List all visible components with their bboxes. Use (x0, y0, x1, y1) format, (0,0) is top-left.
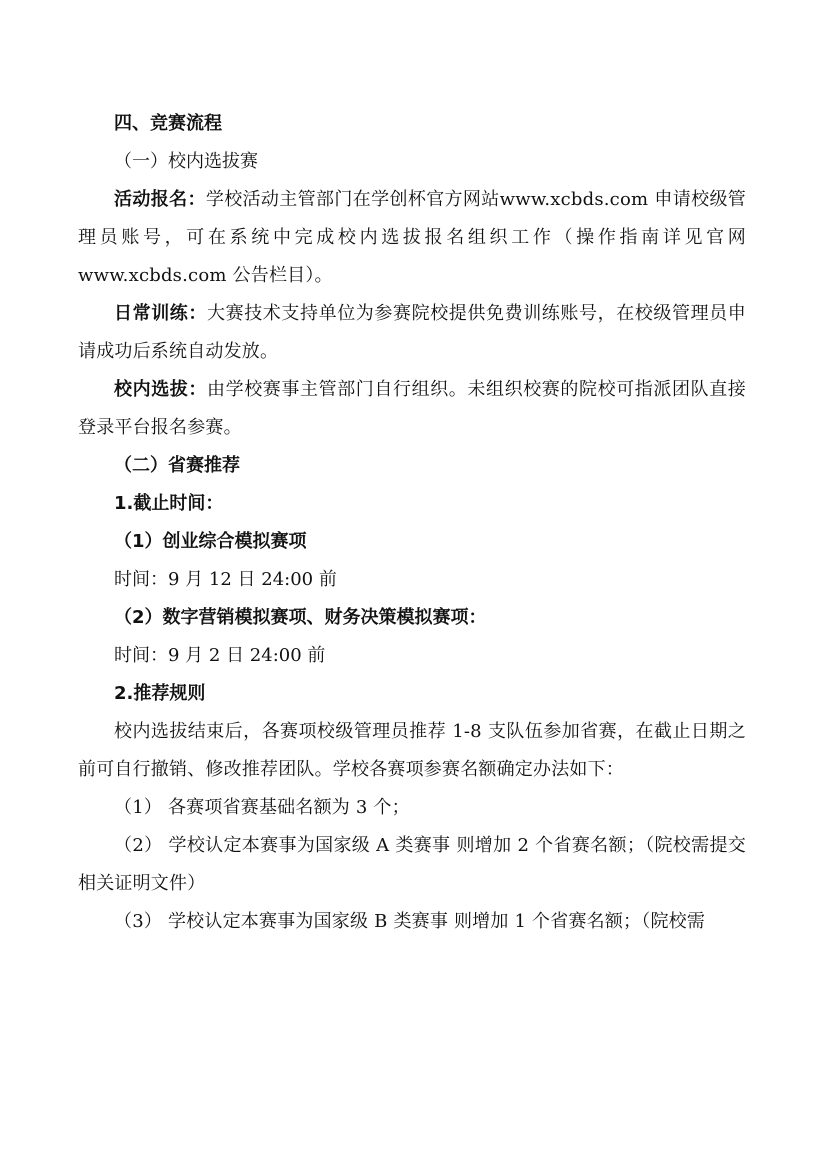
training-paragraph (78, 295, 746, 371)
training-lead: 日常训练： (114, 303, 207, 324)
selection-text: 由学校赛事主管部门自行组织。未组织校赛的院校可指派团队直接登录平台报名参赛。 (78, 379, 746, 438)
deadline-item2-title: （2）数字营销模拟赛项、财务决策模拟赛项： (114, 607, 487, 628)
rule-3: （3） 学校认定本赛事为国家级 B 类赛事 则增加 1 个省赛名额；（院校需 (114, 911, 706, 932)
rule-2: （2） 学校认定本赛事为国家级 A 类赛事 则增加 2 个省赛名额；（院校需提交相关证明文件） (78, 835, 746, 894)
registration-lead: 活动报名： (114, 189, 206, 210)
deadline-item1-time: 时间：9 月 12 日 24:00 前 (114, 569, 337, 590)
section-title: 四、竞赛流程 (114, 113, 222, 134)
training-text: 大赛技术支持单位为参赛院校提供免费训练账号，在校级管理员申请成功后系统自动发放。 (78, 303, 746, 362)
rules-title: 2.推荐规则 (114, 683, 206, 704)
selection-paragraph (78, 371, 746, 447)
registration-paragraph (78, 181, 746, 295)
registration-text: 学校活动主管部门在学创杯官方网站www.xcbds.com 申请校级管理员账号，可在系统中完成校内选拔报名组织工作（操作指南详见官网 www.xcbds.com 公告栏目）。 (78, 189, 747, 286)
rules-intro: 校内选拔结束后，各赛项校级管理员推荐 1-8 支队伍参加省赛，在截止日期之前可自行撤销、修改推荐团队。学校各赛项参赛名额确定办法如下： (78, 721, 746, 780)
part2-title: （二）省赛推荐 (114, 455, 240, 476)
part1-title: （一）校内选拔赛 (114, 151, 258, 172)
deadline-item2-time: 时间：9 月 2 日 24:00 前 (114, 645, 326, 666)
document-body (78, 105, 746, 941)
deadline-title: 1.截止时间： (114, 493, 224, 514)
deadline-item1-title: （1）创业综合模拟赛项 (114, 531, 307, 552)
rule-1: （1） 各赛项省赛基础名额为 3 个； (114, 797, 410, 818)
selection-lead: 校内选拔： (114, 379, 207, 400)
